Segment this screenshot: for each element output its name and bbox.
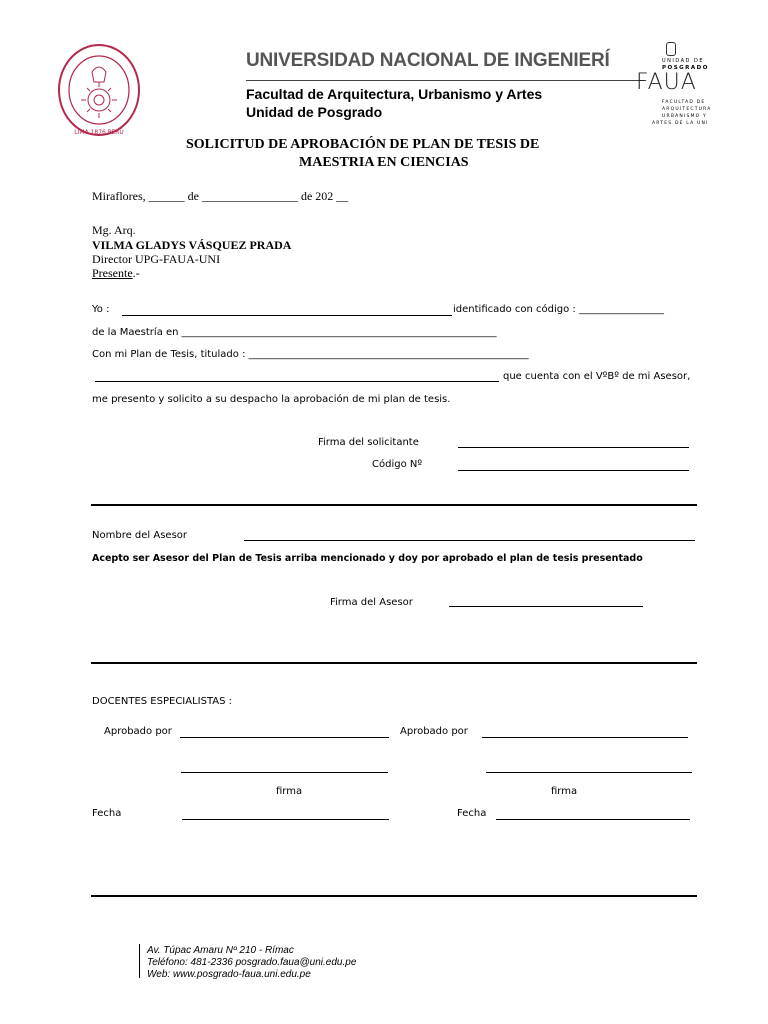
footer-address: Av. Túpac Amaru Nº 210 - Rímac	[147, 945, 294, 956]
firma-right-label: firma	[551, 786, 578, 797]
aprobado-right-label: Aprobado por	[400, 726, 468, 737]
footer-phone-email: Teléfono: 481-2336 posgrado.faua@uni.edu.pe	[147, 957, 357, 968]
faculty-name: Facultad de Arquitectura, Urbanismo y Artes	[246, 86, 543, 102]
plan-title-line-2[interactable]	[95, 381, 499, 382]
footer-vertical-rule	[139, 944, 140, 978]
date-line: Miraflores, ______ de ________________ de 202 __	[92, 189, 349, 203]
firma-asesor-line[interactable]	[449, 606, 643, 607]
presente-line	[92, 266, 140, 281]
plan-label: Con mi Plan de Tesis, titulado : ________________________________________________________	[92, 349, 529, 360]
aprobado-left-line[interactable]	[180, 737, 389, 738]
firma-left-label: firma	[276, 786, 303, 797]
footer-web: Web: www.posgrado-faua.uni.edu.pe	[147, 969, 311, 980]
firma-right-line[interactable]	[486, 772, 692, 773]
yo-label: Yo :	[92, 304, 110, 315]
small-crest-icon	[666, 42, 676, 56]
presente-word: Presente	[92, 266, 133, 280]
acepto-asesor-text: Acepto ser Asesor del Plan de Tesis arriba mencionado y doy por aprobado el plan de tesis presentado	[92, 553, 643, 564]
fecha-right-line[interactable]	[496, 819, 690, 820]
fecha-left-line[interactable]	[182, 819, 389, 820]
fecha-left-label: Fecha	[92, 808, 122, 819]
nombre-asesor-line[interactable]	[244, 540, 695, 541]
firma-asesor-label: Firma del Asesor	[330, 597, 413, 608]
maestria-label: de la Maestría en _______________________________________________________________	[92, 327, 497, 338]
header-underline	[246, 80, 644, 81]
section-divider-2	[91, 662, 697, 664]
firma-left-line[interactable]	[181, 772, 388, 773]
addressee-title: Mg. Arq.	[92, 223, 136, 237]
codigo-label: Código Nº	[372, 459, 423, 470]
fecha-right-label: Fecha	[457, 808, 487, 819]
section-divider-1	[91, 504, 697, 506]
addressee-name: VILMA GLADYS VÁSQUEZ PRADA	[92, 238, 292, 252]
addressee-role: Director UPG-FAUA-UNI	[92, 252, 221, 266]
presente-suffix: .-	[132, 266, 140, 280]
code-label: identificado con código : _________________	[453, 304, 664, 315]
firma-solicitante-line[interactable]	[458, 447, 689, 448]
unit-name: Unidad de Posgrado	[246, 104, 383, 120]
request-text: me presento y solicito a su despacho la aprobación de mi plan de tesis.	[92, 394, 451, 405]
section-divider-3	[91, 895, 697, 897]
firma-solicitante-label: Firma del solicitante	[318, 437, 419, 448]
codigo-line[interactable]	[458, 470, 689, 471]
aprobado-left-label: Aprobado por	[104, 726, 172, 737]
document-title-line1: SOLICITUD DE APROBACIÓN DE PLAN DE TESIS DE	[186, 137, 540, 152]
aprobado-right-line[interactable]	[482, 737, 688, 738]
svg-text:LIMA 1876 PERÚ: LIMA 1876 PERÚ	[74, 129, 124, 136]
vobo-text: que cuenta con el VºBº de mi Asesor,	[503, 371, 691, 382]
university-name: UNIVERSIDAD NACIONAL DE INGENIERÍ	[246, 50, 610, 71]
university-seal-logo	[56, 42, 142, 138]
document-title-line2: MAESTRIA EN CIENCIAS	[299, 155, 469, 170]
yo-input-line[interactable]	[122, 315, 452, 316]
nombre-asesor-label: Nombre del Asesor	[92, 530, 188, 541]
docentes-heading: DOCENTES ESPECIALISTAS :	[92, 696, 233, 707]
faua-logo: UNIDAD DE POSGRADO FAUA FACULTAD DE ARQUITECTURA URBANISMO Y ARTES DE LA UNI	[634, 40, 714, 136]
